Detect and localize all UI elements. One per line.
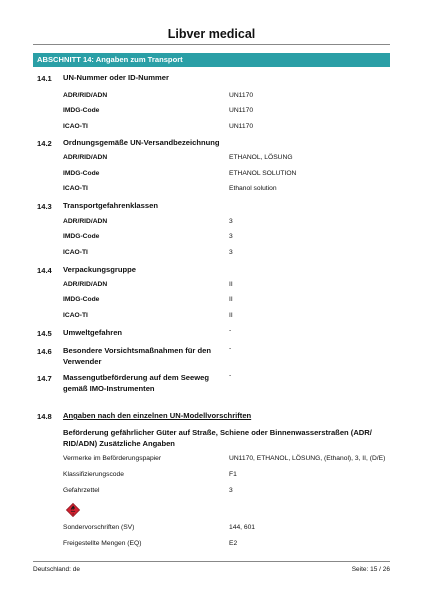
footer-country: Deutschland: de xyxy=(33,566,80,573)
section-number: 14.7 xyxy=(37,374,52,383)
section-number: 14.2 xyxy=(37,139,52,148)
section-number: 14.8 xyxy=(37,412,52,421)
section-heading: Angaben nach den einzelnen UN-Modellvorschriften xyxy=(63,411,252,420)
section-number: 14.4 xyxy=(37,266,52,275)
section-number: 14.6 xyxy=(37,347,52,356)
row-label: Klassifizierungscode xyxy=(63,471,124,478)
row-value: UN1170 xyxy=(229,107,254,114)
row-value: II xyxy=(229,312,233,319)
row-label: ADR/RID/ADN xyxy=(63,218,108,225)
row-value: 3 xyxy=(229,249,233,256)
row-value: UN1170, ETHANOL, LÖSUNG, (Ethanol), 3, II, (D/E) xyxy=(229,455,386,462)
row-label: Gefahrzettel xyxy=(63,487,100,494)
section-number: 14.5 xyxy=(37,329,52,338)
row-value: ETHANOL, LÖSUNG xyxy=(229,154,293,161)
row-label: ADR/RID/ADN xyxy=(63,281,108,288)
section-value: - xyxy=(229,372,232,379)
section-heading-line2: gemäß IMO-Instrumenten xyxy=(63,384,155,393)
section-heading: Verpackungsgruppe xyxy=(63,265,137,274)
row-label: IMDG-Code xyxy=(63,170,100,177)
section-heading: UN-Nummer oder ID-Nummer xyxy=(63,73,169,82)
row-value: ETHANOL SOLUTION xyxy=(229,170,297,177)
row-value: 3 xyxy=(229,218,233,225)
row-value: E2 xyxy=(229,540,238,547)
page-title: Libver medical xyxy=(167,27,256,41)
row-value: Ethanol solution xyxy=(229,185,277,192)
row-label: ADR/RID/ADN xyxy=(63,154,108,161)
section-value: - xyxy=(229,327,232,334)
row-label: ICAO-TI xyxy=(63,249,88,256)
section-value: - xyxy=(229,345,232,352)
section-banner: ABSCHNITT 14: Angaben zum Transport xyxy=(33,53,390,67)
row-value: 3 xyxy=(229,233,233,240)
row-label: Vermerke im Beförderungspapier xyxy=(63,455,162,462)
subsection-heading-line2: RID/ADN) Zusätzliche Angaben xyxy=(63,439,175,448)
row-value: UN1170 xyxy=(229,123,254,130)
section-heading: Transportgefahrenklassen xyxy=(63,201,158,210)
row-value: II xyxy=(229,281,233,288)
row-value: 3 xyxy=(229,487,233,494)
section-heading: Ordnungsgemäße UN-Versandbezeichnung xyxy=(63,138,220,147)
row-value: F1 xyxy=(229,471,237,478)
row-label: IMDG-Code xyxy=(63,233,100,240)
footer-divider xyxy=(33,561,390,562)
row-label: Freigestellte Mengen (EQ) xyxy=(63,540,142,547)
row-label: ICAO-TI xyxy=(63,123,88,130)
row-label: IMDG-Code xyxy=(63,296,100,303)
subsection-heading-line1: Beförderung gefährlicher Güter auf Straße, Schiene oder Binnenwasserstraßen (ADR/ xyxy=(63,428,372,437)
footer-page-number: Seite: 15 / 26 xyxy=(351,566,390,573)
section-heading-line1: Besondere Vorsichtsmaßnahmen für den xyxy=(63,346,211,355)
row-label: IMDG-Code xyxy=(63,107,100,114)
row-label: ICAO-TI xyxy=(63,185,88,192)
row-label: ICAO-TI xyxy=(63,312,88,319)
section-number: 14.1 xyxy=(37,74,52,83)
svg-text:3: 3 xyxy=(72,513,74,517)
section-heading-line2: Verwender xyxy=(63,357,102,366)
row-label: Sondervorschriften (SV) xyxy=(63,524,135,531)
section-heading-line1: Massengutbeförderung auf dem Seeweg xyxy=(63,373,209,382)
row-value: 144, 601 xyxy=(229,524,256,531)
row-label: ADR/RID/ADN xyxy=(63,92,108,99)
row-value: II xyxy=(229,296,233,303)
section-heading: Umweltgefahren xyxy=(63,328,123,337)
flammable-liquid-label-icon xyxy=(65,502,81,518)
section-number: 14.3 xyxy=(37,202,52,211)
title-divider xyxy=(33,44,390,45)
row-value: UN1170 xyxy=(229,92,254,99)
